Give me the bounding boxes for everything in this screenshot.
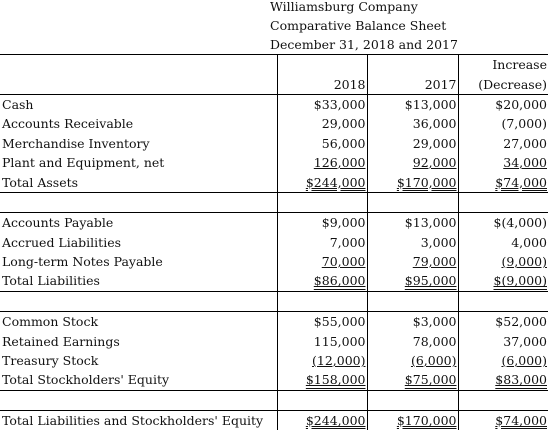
cell-2017: $170,000 — [396, 174, 457, 190]
cell-change: $(4,000) — [493, 215, 547, 231]
spacer-row — [0, 390, 548, 410]
cell-2017: 78,000 — [367, 331, 458, 350]
cell-2018: $33,000 — [277, 94, 367, 114]
total-row — [0, 370, 548, 390]
cell-change: $52,000 — [495, 314, 547, 330]
spacer-row — [0, 192, 548, 212]
row-label: Total Liabilities — [0, 271, 277, 291]
table-row — [0, 153, 548, 172]
cell-2017: 92,000 — [412, 155, 457, 171]
row-label: Long-term Notes Payable — [2, 254, 163, 270]
table-row — [0, 331, 548, 350]
cell-2018: $158,000 — [305, 372, 366, 388]
row-label: Retained Earnings — [2, 333, 120, 349]
cell-change: 4,000 — [511, 234, 547, 250]
cell-2018: $244,000 — [305, 413, 366, 429]
cell-2018: 70,000 — [321, 254, 366, 270]
cell-2017: 36,000 — [367, 114, 458, 133]
cell-change: (7,000) — [501, 116, 547, 132]
statement-title: Comparative Balance Sheet — [270, 18, 447, 33]
cell-2017: $13,000 — [367, 94, 458, 114]
cell-change: $74,000 — [495, 174, 547, 190]
row-label: Treasury Stock — [2, 353, 99, 369]
row-label: Plant and Equipment, net — [2, 155, 165, 171]
cell-2018: $55,000 — [277, 312, 367, 332]
cell-change: 34,000 — [503, 155, 547, 171]
cell-2017: $95,000 — [404, 273, 457, 289]
table-row — [0, 114, 548, 133]
cell-2017: $13,000 — [367, 213, 458, 233]
cell-change: $20,000 — [458, 94, 548, 114]
cell-2018: $9,000 — [277, 213, 367, 233]
table-row — [0, 213, 548, 233]
cell-change: 37,000 — [503, 333, 547, 349]
statement-date: December 31, 2018 and 2017 — [270, 37, 458, 52]
cell-change: 27,000 — [503, 135, 547, 151]
cell-change: (6,000) — [501, 353, 547, 369]
total-row — [0, 271, 548, 291]
row-label: Total Assets — [0, 172, 277, 192]
cell-2018: $244,000 — [305, 174, 366, 190]
column-header-row — [0, 55, 548, 75]
cell-2017: $3,000 — [367, 312, 458, 332]
row-label: Total Liabilities and Stockholders' Equity — [2, 413, 264, 429]
cell-2018: $86,000 — [313, 273, 366, 289]
total-row — [0, 172, 548, 192]
cell-2017: 79,000 — [412, 254, 457, 270]
row-label: Merchandise Inventory — [2, 135, 150, 151]
year-2017-header: 2017 — [367, 74, 458, 94]
row-label: Accrued Liabilities — [2, 234, 122, 250]
cell-2017: 3,000 — [367, 233, 458, 252]
cell-2017: (6,000) — [410, 353, 457, 369]
cell-2018: 56,000 — [277, 134, 367, 153]
table-row — [0, 233, 548, 252]
cell-2017: 29,000 — [367, 134, 458, 153]
change-header-bottom: (Decrease) — [478, 76, 547, 92]
cell-2017: $75,000 — [404, 372, 457, 388]
row-label: Accounts Payable — [2, 215, 114, 231]
table-row — [0, 134, 548, 153]
row-label: Accounts Receivable — [2, 116, 134, 132]
cell-2018: 115,000 — [277, 331, 367, 350]
table-row — [0, 312, 548, 332]
cell-change: (9,000) — [501, 254, 547, 270]
row-label: Common Stock — [2, 314, 99, 330]
cell-change: $(9,000) — [493, 273, 547, 289]
cell-2017: $170,000 — [396, 413, 457, 429]
cell-2018: 29,000 — [277, 114, 367, 133]
cell-2018: 126,000 — [313, 155, 366, 171]
balance-sheet-table — [0, 54, 548, 430]
table-row — [0, 94, 548, 114]
spacer-row — [0, 291, 548, 311]
cell-change: $83,000 — [495, 372, 547, 388]
table-row — [0, 252, 548, 271]
company-name: Williamsburg Company — [270, 0, 418, 14]
table-row — [0, 351, 548, 370]
cell-2018: (12,000) — [312, 353, 366, 369]
change-header-top: Increase — [458, 55, 548, 75]
column-header-row — [0, 74, 548, 94]
row-label: Cash — [0, 94, 277, 114]
grand-total-row — [0, 411, 548, 430]
row-label: Total Stockholders' Equity — [0, 370, 277, 390]
cell-change: $74,000 — [495, 413, 547, 429]
year-2018-header: 2018 — [277, 74, 367, 94]
cell-2018: 7,000 — [277, 233, 367, 252]
